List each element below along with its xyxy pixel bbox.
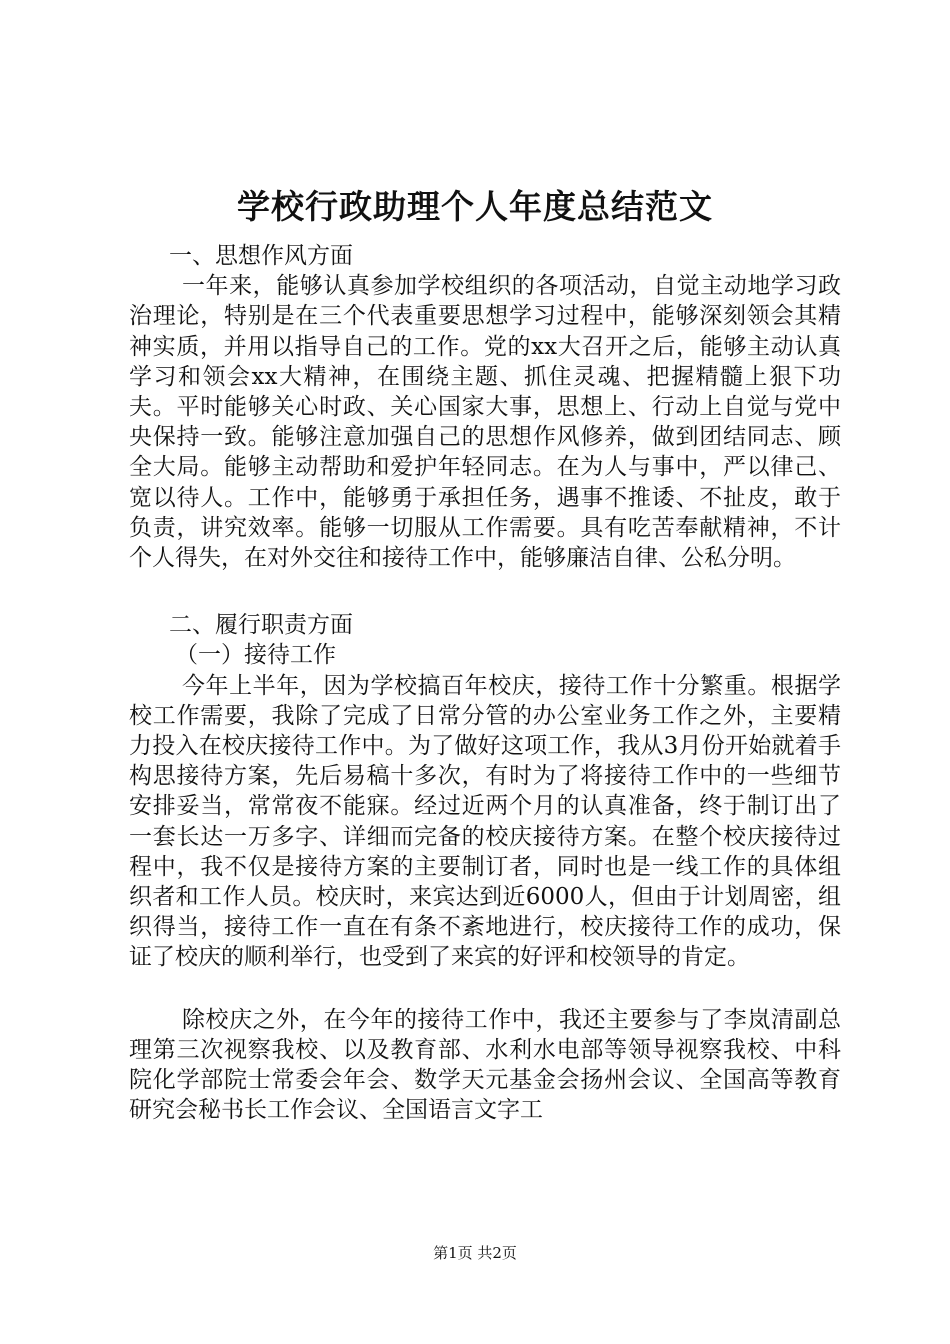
paragraph-ideology: 一年来，能够认真参加学校组织的各项活动，自觉主动地学习政治理论，特别是在三个代表重要思想学习过程中，能够深刻领会其精神实质，并用以指导自己的工作。党的xx大召开之后，能够主动认真学习和领会xx大精神，在围绕主题、抓住灵魂、把握精髓上狠下功夫。平时能够关心时政、关心国家大事，思想上、行动上自觉与党中央保持一致。能够注意加强自己的思想作风修养，做到团结同志、顾全大局。能够主动帮助和爱护年轻同志。在为人与事中，严以律己、宽以待人。工作中，能够勇于承担任务，遇事不推诿、不扯皮，敢于负责，讲究效率。能够一切服从工作需要。具有吃苦奉献精神，不计个人得失，在对外交往和接待工作中，能够廉洁自律、公私分明。 [129,273,841,572]
subsection-heading-reception: （一）接待工作 [175,642,336,669]
page-number-footer: 第1页 共2页 [433,1244,517,1262]
paragraph-reception-other: 除校庆之外，在今年的接待工作中，我还主要参与了李岚清副总理第三次视察我校、以及教育部、水利水电部等领导视察我校、中科院化学部院士常委会年会、数学天元基金会扬州会议、全国高等教育研究会秘书长工作会议、全国语言文字工 [129,1006,841,1124]
document-title: 学校行政助理个人年度总结范文 [237,187,713,226]
paragraph-reception-anniversary: 今年上半年，因为学校搞百年校庆，接待工作十分繁重。根据学校工作需要，我除了完成了日常分管的办公室业务工作之外，主要精力投入在校庆接待工作中。为了做好这项工作，我从3月份开始就着手构思接待方案，先后易稿十多次，有时为了将接待工作中的一些细节安排妥当，常常夜不能寐。经过近两个月的认真准备，终于制订出了一套长达一万多字、详细而完备的校庆接待方案。在整个校庆接待过程中，我不仅是接待方案的主要制订者，同时也是一线工作的具体组织者和工作人员。校庆时，来宾达到近6000人，但由于计划周密，组织得当，接待工作一直在有条不紊地进行，校庆接待工作的成功，保证了校庆的顺利举行，也受到了来宾的好评和校领导的肯定。 [129,672,841,971]
section-heading-duties: 二、履行职责方面 [169,612,353,639]
paragraph-spacer [129,573,841,610]
section-heading-ideology: 一、思想作风方面 [169,243,353,269]
paragraph-spacer [129,973,841,1005]
document-body [129,241,841,1125]
